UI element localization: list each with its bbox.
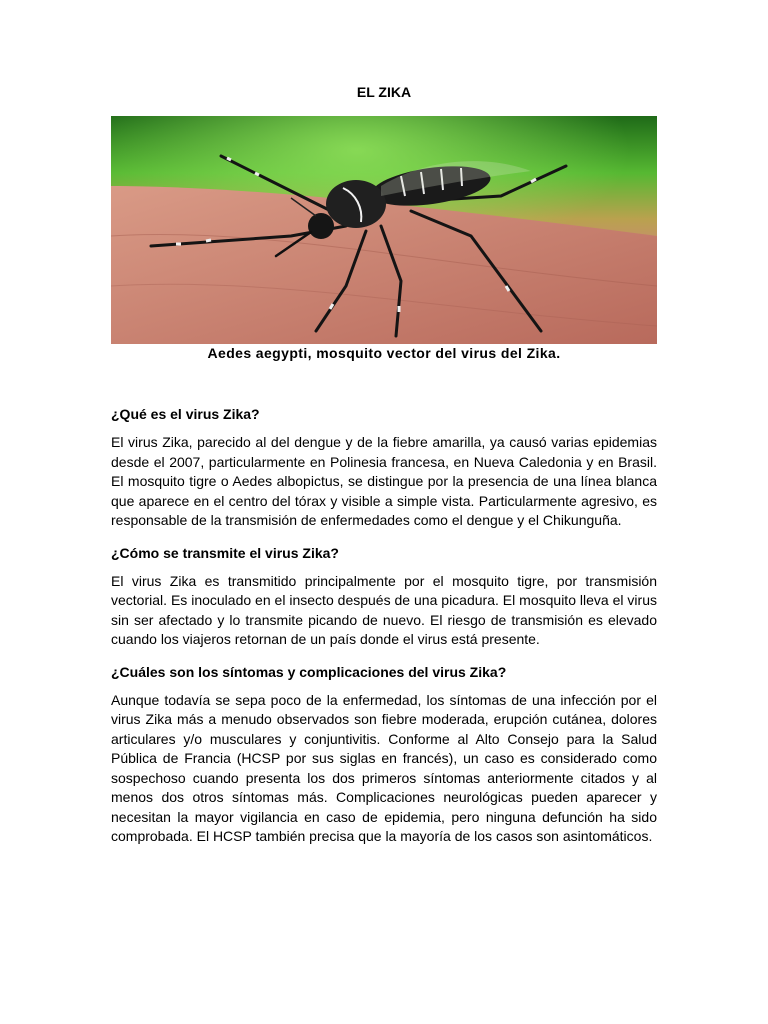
figure-caption: Aedes aegypti, mosquito vector del virus del Zika. [207, 345, 561, 361]
section-paragraph: Aunque todavía se sepa poco de la enfermedad, los síntomas de una infección por el virus Zika más a menudo observados son fiebre moderada, erupción cutánea, dolores articulares y/o musculares y conjuntivitis. Conforme al Alto Consejo para la Salud Pública de Francia (HCSP por sus siglas en francés), un caso es considerado como sospechoso cuando presenta los dos primeros síntomas anteriormente citados y al menos dos otros síntomas más. Complicaciones neurológicas pueden aparecer y necesitan la mayor vigilancia en caso de epidemia, pero ninguna defunción ha sido comprobada. El HCSP también precisa que la mayoría de los casos son asintomáticos. [111, 691, 657, 844]
document-title: EL ZIKA [356, 84, 412, 100]
section-heading: ¿Cómo se transmite el virus Zika? [111, 544, 339, 561]
document-body [111, 404, 657, 859]
mosquito-photo [111, 116, 657, 344]
section-paragraph: El virus Zika es transmitido principalmente por el mosquito tigre, por transmisión vectorial. Es inoculado en el insecto después de una picadura. El mosquito lleva el virus sin ser afectado y lo transmite picando de nuevo. El riesgo de transmisión es elevado cuando los viajeros retornan de un país donde el virus está presente. [111, 572, 657, 647]
section-heading: ¿Cuáles son los síntomas y complicaciones del virus Zika? [111, 663, 507, 680]
section-paragraph: El virus Zika, parecido al del dengue y de la fiebre amarilla, ya causó varias epidemias desde el 2007, particularmente en Polinesia francesa, en Nueva Caledonia y en Brasil. El mosquito tigre o Aedes albopictus, se distingue por la presencia de una línea blanca que aparece en el centro del tórax y visible a simple vista. Particularmente agresivo, es responsable de la transmisión de enfermedades como el dengue y el Chikunguña. [111, 434, 657, 528]
section-heading: ¿Qué es el virus Zika? [111, 406, 260, 422]
